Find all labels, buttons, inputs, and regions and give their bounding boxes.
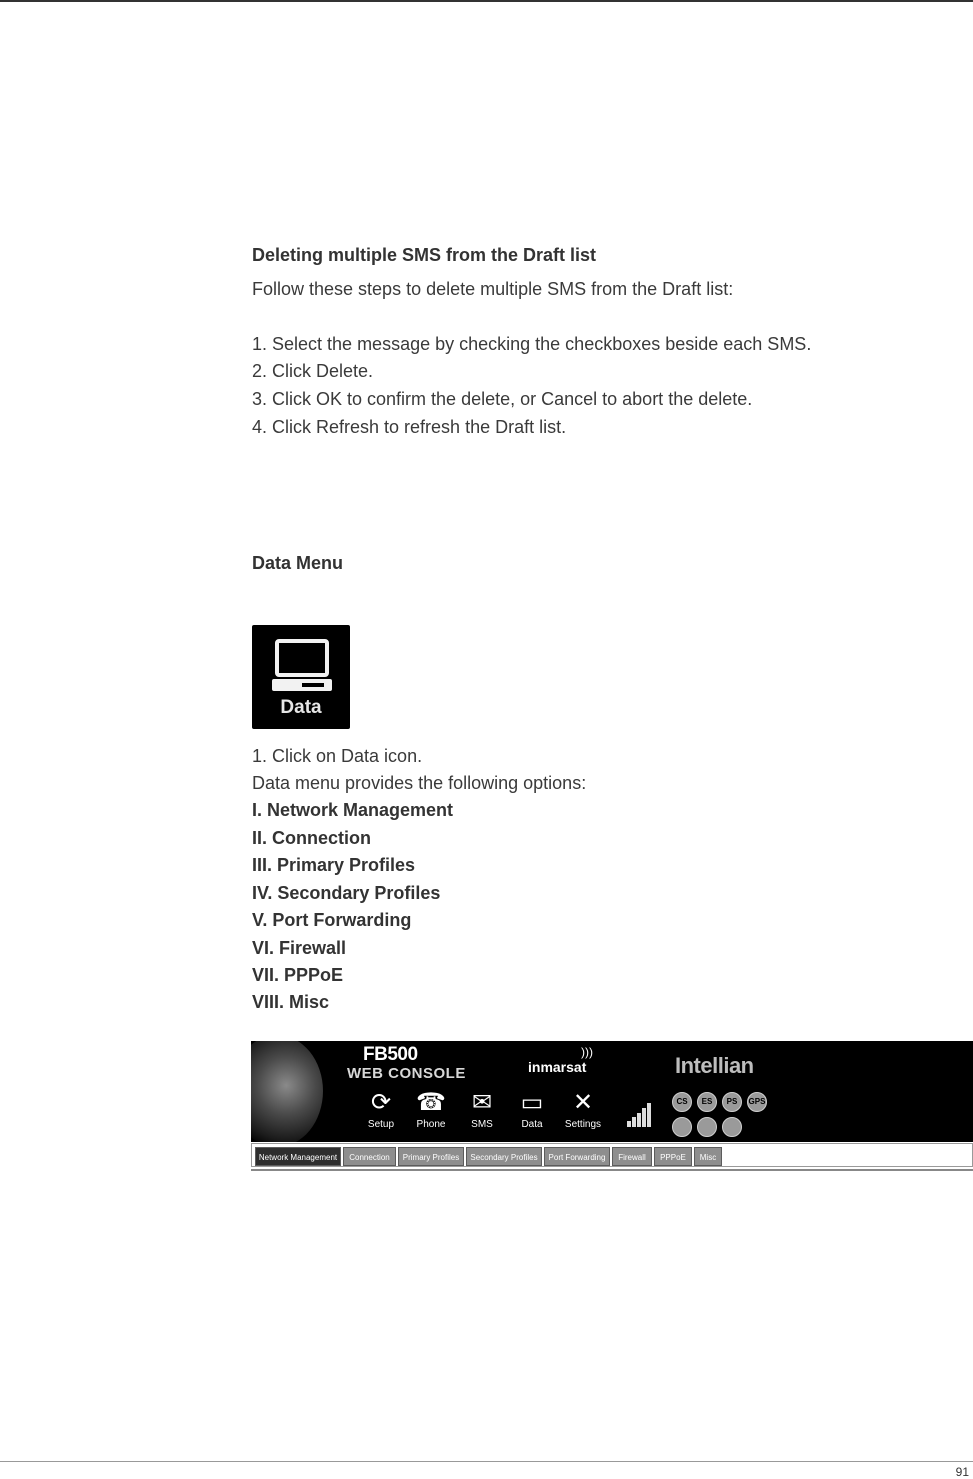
lock-status-icon <box>697 1117 717 1137</box>
tab-port-forwarding[interactable]: Port Forwarding <box>544 1147 610 1166</box>
nav-setup-button[interactable] <box>356 1087 406 1137</box>
monitor-icon: ▭ <box>520 1089 544 1116</box>
bottom-rule <box>0 1461 973 1462</box>
option-network-management: I. Network Management <box>252 800 454 820</box>
section-heading-delete-drafts: Deleting multiple SMS from the Draft list <box>252 245 597 265</box>
step-4: 4. Click Refresh to refresh the Draft list. <box>252 417 567 437</box>
signal-strength-icon <box>627 1103 653 1127</box>
data-icon-button[interactable] <box>252 625 350 729</box>
nav-sms-button[interactable] <box>457 1087 507 1137</box>
status-ps-icon: PS <box>722 1092 742 1112</box>
web-console-screenshot <box>251 1041 973 1171</box>
section-heading-data-menu: Data Menu <box>252 553 344 573</box>
top-rule <box>0 0 973 2</box>
status-cs-icon: CS <box>672 1092 692 1112</box>
data-menu-intro: Data menu provides the following options: <box>252 773 587 793</box>
option-pppoe: VII. PPPoE <box>252 965 344 985</box>
console-banner <box>251 1041 973 1142</box>
step-2: 2. Click Delete. <box>252 361 374 381</box>
terminal-status-icon <box>672 1117 692 1137</box>
page-number: 91 <box>955 1465 969 1479</box>
nav-setup-label: Setup <box>367 1119 395 1130</box>
option-primary-profiles: III. Primary Profiles <box>252 855 416 875</box>
option-misc: VIII. Misc <box>252 992 330 1012</box>
data-icon-label: Data <box>280 697 322 718</box>
product-title: FB500 <box>363 1044 418 1065</box>
data-tab-bar <box>251 1143 973 1167</box>
globe-image <box>251 1041 323 1142</box>
alert-status-icon <box>722 1117 742 1137</box>
status-es-icon: ES <box>697 1092 717 1112</box>
tab-pppoe[interactable]: PPPoE <box>654 1147 692 1166</box>
section-intro: Follow these steps to delete multiple SMS from the Draft list: <box>252 279 734 299</box>
option-port-forwarding: V. Port Forwarding <box>252 910 412 930</box>
nav-settings-button[interactable] <box>558 1087 608 1137</box>
phone-icon: ☎ <box>416 1089 446 1116</box>
nav-settings-label: Settings <box>564 1119 602 1130</box>
signal-waves-icon: ))) <box>581 1045 593 1059</box>
tab-primary-profiles[interactable]: Primary Profiles <box>398 1147 464 1166</box>
intellian-logo: Intellian <box>675 1053 754 1078</box>
option-secondary-profiles: IV. Secondary Profiles <box>252 883 441 903</box>
nav-sms-label: SMS <box>471 1119 493 1130</box>
wrench-icon: ✕ <box>572 1089 594 1116</box>
tab-secondary-profiles[interactable]: Secondary Profiles <box>466 1147 542 1166</box>
nav-phone-label: Phone <box>416 1119 446 1130</box>
data-step-1: 1. Click on Data icon. <box>252 746 423 766</box>
step-1: 1. Select the message by checking the checkboxes beside each SMS. <box>252 334 812 354</box>
product-subtitle: WEB CONSOLE <box>347 1065 466 1082</box>
setup-icon: ⟳ <box>370 1089 392 1116</box>
envelope-icon: ✉ <box>471 1089 493 1116</box>
nav-phone-button[interactable] <box>406 1087 456 1137</box>
tab-firewall[interactable]: Firewall <box>612 1147 652 1166</box>
option-firewall: VI. Firewall <box>252 938 347 958</box>
nav-data-button[interactable] <box>507 1087 557 1137</box>
inmarsat-logo: inmarsat <box>528 1059 587 1075</box>
nav-data-label: Data <box>521 1119 543 1130</box>
option-connection: II. Connection <box>252 828 371 848</box>
step-3: 3. Click OK to confirm the delete, or Cancel to abort the delete. <box>252 389 753 409</box>
status-gps-icon: GPS <box>747 1092 767 1112</box>
tab-misc[interactable]: Misc <box>694 1147 722 1166</box>
tab-network-management[interactable]: Network Management <box>255 1147 341 1166</box>
tab-connection[interactable]: Connection <box>343 1147 396 1166</box>
